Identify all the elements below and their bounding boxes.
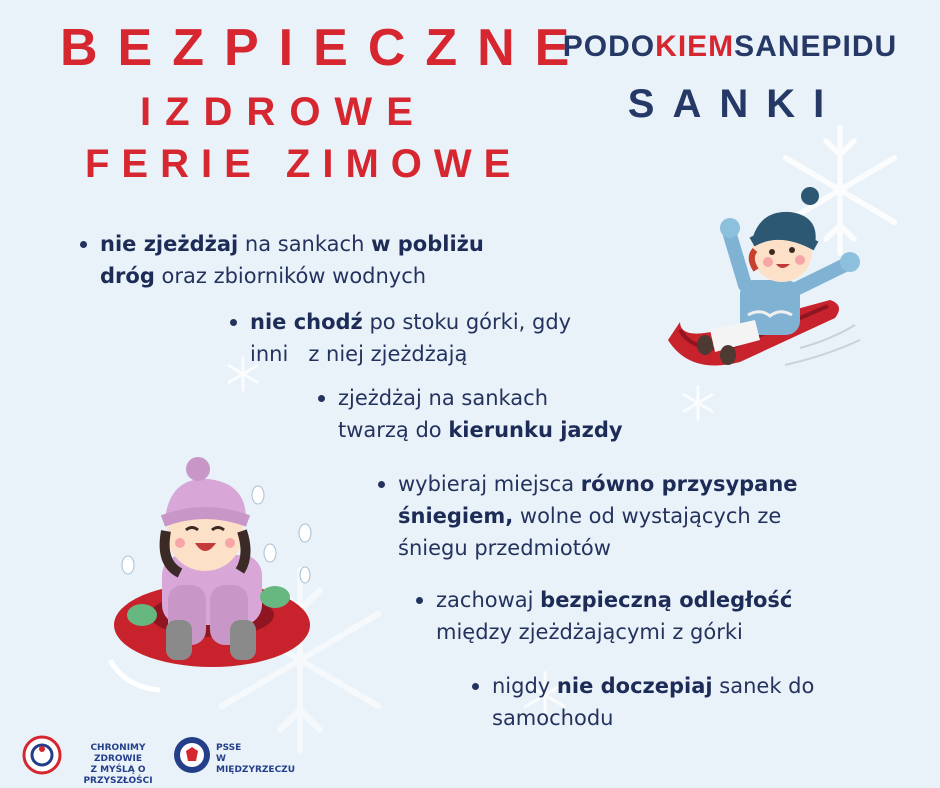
logo-1-line-2: Z MYŚLĄ O PRZYSZŁOŚCI: [83, 765, 153, 786]
tip-1-text-2: oraz zbiorników wodnych: [154, 264, 427, 288]
tip-5: [436, 584, 906, 648]
psse-emblem-icon: [172, 735, 212, 775]
tip-5-bold-1: bezpieczną odległość: [540, 588, 793, 612]
tip-1-bold-2: w pobliżu: [371, 232, 484, 256]
tip-6-text-2: sanek do: [712, 674, 815, 698]
brand-part-2: KIEM: [655, 30, 735, 63]
tip-4-text-2: wolne od wystających ze: [513, 504, 782, 528]
logo-1-line-1: CHRONIMY ZDROWIE: [90, 743, 146, 764]
chronimy-zdrowie-logo-icon: [22, 735, 62, 775]
tip-4-text-1: wybieraj miejsca: [398, 472, 581, 496]
tip-2-text-1: po stoku górki, gdy: [362, 310, 572, 334]
tip-1-bold-3: dróg: [100, 264, 155, 288]
logo-2-line-2: W MIĘDZYRZECZU: [216, 754, 296, 775]
tip-4-text-3: śniegu przedmiotów: [398, 536, 611, 560]
title-line-3: FERIE ZIMOWE: [85, 142, 523, 186]
boy-on-sled-illustration: [660, 180, 870, 390]
title-line-2: IZDROWE: [140, 90, 427, 134]
tip-2-text-2: inni z niej zjeżdżają: [250, 342, 468, 366]
tip-2-bold-1: nie chodź: [250, 310, 363, 334]
tip-4: [398, 468, 878, 564]
tip-2: [250, 306, 670, 370]
brand-part-3: SANEPIDU: [734, 30, 898, 63]
tip-5-text-1: zachowaj: [436, 588, 541, 612]
tip-1-text-1: na sankach: [238, 232, 372, 256]
logo-2-text: [216, 743, 296, 776]
tip-4-bold-1: równo przysypane: [580, 472, 798, 496]
tip-5-text-2: między zjeżdżającymi z górki: [436, 620, 743, 644]
subtitle: SANKI: [627, 82, 843, 126]
tip-1-bold-1: nie zjeżdżaj: [100, 232, 239, 256]
brand-title: [540, 30, 920, 64]
tip-6-bold-1: nie doczepiaj: [556, 674, 713, 698]
tip-1: [100, 228, 560, 292]
tip-3-text-1: zjeżdżaj na sankach: [338, 386, 549, 410]
logo-1-text: [68, 743, 168, 787]
tip-3-text-2: twarzą do: [338, 418, 449, 442]
tip-6: [492, 670, 912, 734]
tip-4-bold-2: śniegiem,: [398, 504, 514, 528]
logo-2-line-1: PSSE: [216, 743, 242, 753]
girl-on-tube-illustration: [100, 455, 340, 705]
tip-6-text-3: samochodu: [492, 706, 614, 730]
tip-3-bold-1: kierunku jazdy: [448, 418, 623, 442]
title-line-1: BEZPIECZNE: [60, 19, 590, 77]
tip-3: [338, 382, 698, 446]
brand-part-1: PODO: [562, 30, 656, 63]
tip-6-text-1: nigdy: [492, 674, 557, 698]
footer-logos: [22, 735, 302, 786]
